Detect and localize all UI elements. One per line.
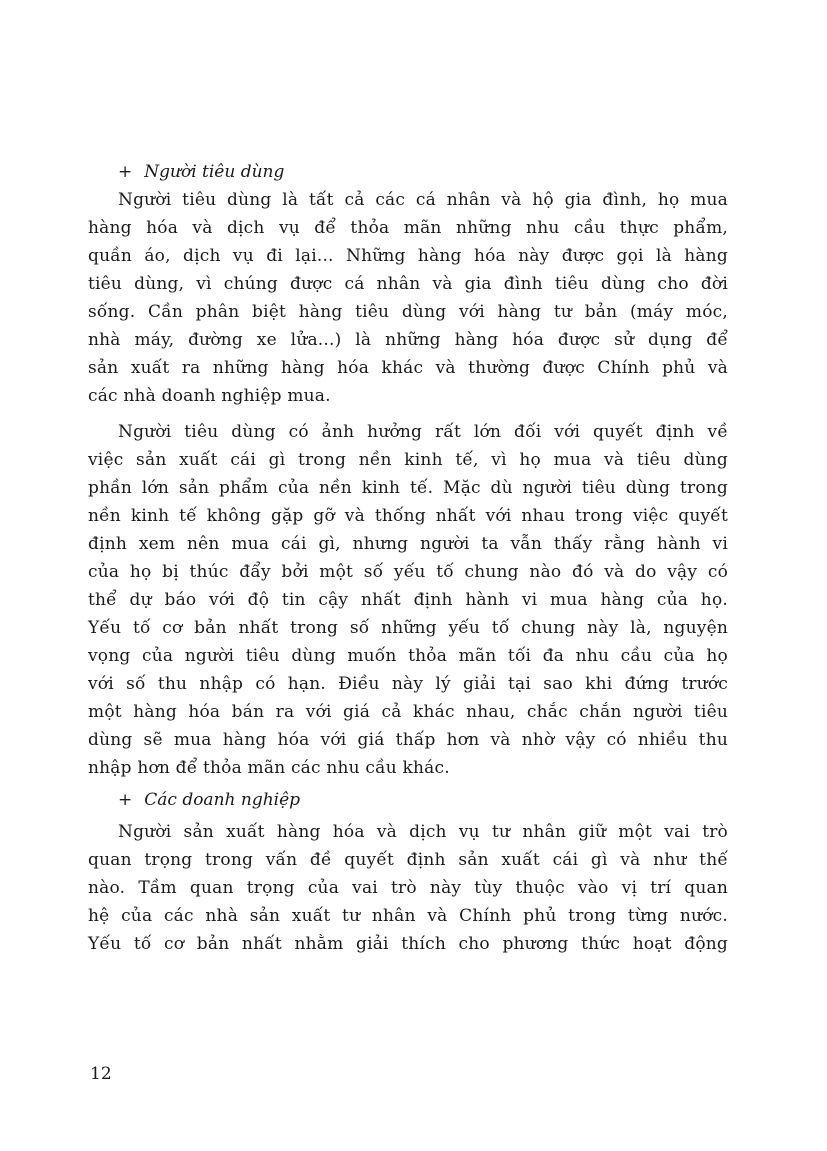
heading-text: Các doanh nghiệp (144, 790, 301, 810)
text-line: nền kinh tế không gặp gỡ và thống nhất với nhau trong việc quyết (88, 506, 728, 526)
section-heading-consumers (88, 158, 728, 186)
text-line: hàng hóa và dịch vụ để thỏa mãn những nhu cầu thực phẩm, (88, 218, 728, 238)
page-number: 12 (90, 1064, 112, 1084)
text-line: các nhà doanh nghiệp mua. (88, 386, 331, 406)
paragraph-consumers-2 (88, 418, 728, 782)
text-line: nhà máy, đường xe lửa...) là những hàng hóa được sử dụng để (88, 330, 728, 350)
heading-marker: + (118, 162, 133, 182)
text-line: tiêu dùng, vì chúng được cá nhân và gia đình tiêu dùng cho đời (88, 274, 728, 294)
text-line: của họ bị thúc đẩy bởi một số yếu tố chung nào đó và do vậy có (88, 562, 728, 582)
section-heading-businesses (88, 786, 728, 814)
text-line: sản xuất ra những hàng hóa khác và thường được Chính phủ và (88, 358, 728, 378)
text-line: nhập hơn để thỏa mãn các nhu cầu khác. (88, 758, 450, 778)
text-line: Yếu tố cơ bản nhất trong số những yếu tố chung này là, nguyện (88, 618, 728, 638)
text-line: sống. Cần phân biệt hàng tiêu dùng với hàng tư bản (máy móc, (88, 302, 728, 322)
text-line: thể dự báo với độ tin cậy nhất định hành vi mua hàng của họ. (88, 590, 728, 610)
heading-text: Người tiêu dùng (144, 162, 285, 182)
text-line: quan trọng trong vấn đề quyết định sản xuất cái gì và như thế (88, 850, 728, 870)
text-line: nào. Tầm quan trọng của vai trò này tùy thuộc vào vị trí quan (88, 878, 728, 898)
text-line: phần lớn sản phẩm của nền kinh tế. Mặc dù người tiêu dùng trong (88, 478, 728, 498)
text-line: với số thu nhập có hạn. Điều này lý giải tại sao khi đứng trước (88, 674, 728, 694)
text-line: vọng của người tiêu dùng muốn thỏa mãn tối đa nhu cầu của họ (88, 646, 728, 666)
text-line: Người tiêu dùng là tất cả các cá nhân và hộ gia đình, họ mua (118, 190, 728, 210)
text-line: dùng sẽ mua hàng hóa với giá thấp hơn và nhờ vậy có nhiều thu (88, 730, 728, 750)
paragraph-businesses-1 (88, 818, 728, 958)
text-line: quần áo, dịch vụ đi lại... Những hàng hóa này được gọi là hàng (88, 246, 728, 266)
body-text (88, 158, 728, 958)
text-line: một hàng hóa bán ra với giá cả khác nhau, chắc chắn người tiêu (88, 702, 728, 722)
heading-marker: + (118, 790, 133, 810)
text-line: Yếu tố cơ bản nhất nhằm giải thích cho phương thức hoạt động (88, 934, 728, 954)
text-line: việc sản xuất cái gì trong nền kinh tế, vì họ mua và tiêu dùng (88, 450, 728, 470)
paragraph-consumers-1 (88, 186, 728, 410)
text-line: Người tiêu dùng có ảnh hưởng rất lớn đối với quyết định về (118, 422, 728, 442)
text-line: hệ của các nhà sản xuất tư nhân và Chính phủ trong từng nước. (88, 906, 728, 926)
text-line: Người sản xuất hàng hóa và dịch vụ tư nhân giữ một vai trò (118, 822, 728, 842)
text-line: định xem nên mua cái gì, nhưng người ta vẫn thấy rằng hành vi (88, 534, 728, 554)
